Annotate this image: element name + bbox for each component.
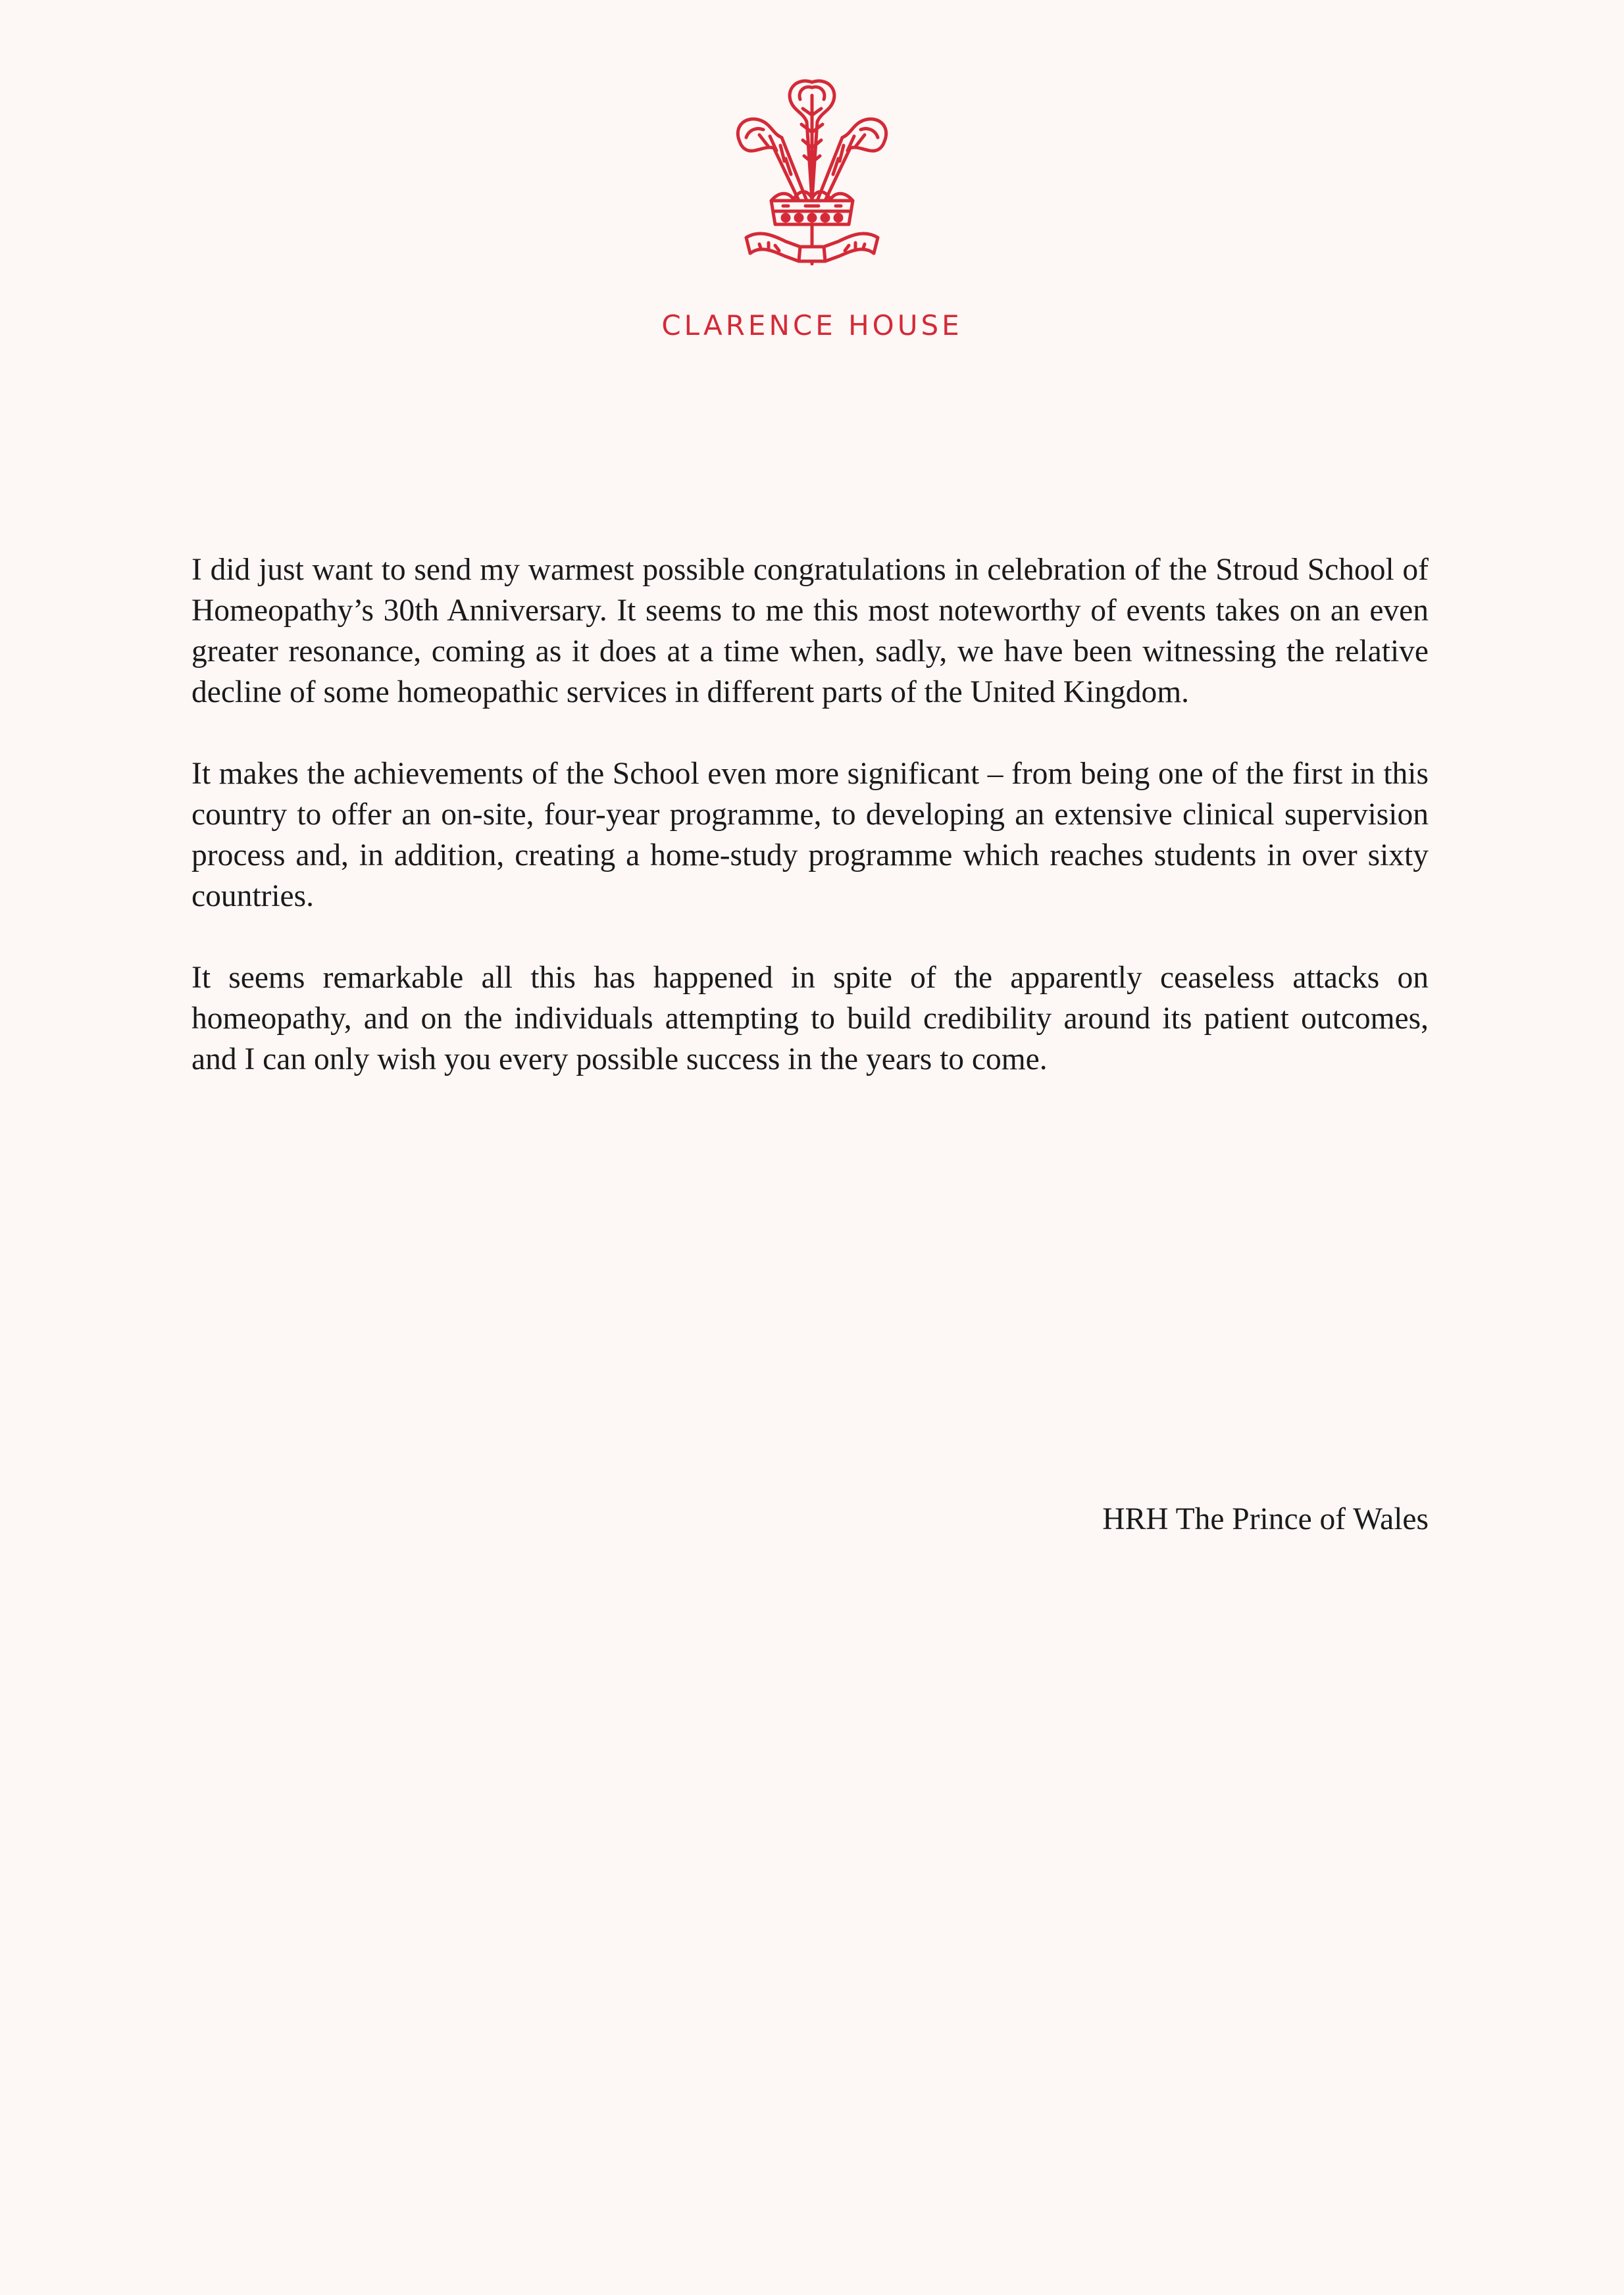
letter-paragraph-2: It makes the achievements of the School even more significant – from being one of the first in this country to offer an on-site, four-year programme, to developing an extensive clinical supervision process and, in addition, creating a home-study programme which reaches students in over sixty countries. [191,757,1429,913]
letter-body [191,549,1429,1121]
letter-signature: HRH The Prince of Wales [1102,1502,1429,1536]
letter-paragraph-3: It seems remarkable all this has happened in spite of the apparently ceaseless attacks on homeopathy, and on the individuals attempting to build credibility around its patient outcomes, and I can only wish you every possible success in the years to come. [191,961,1429,1076]
letter-paragraph-1: I did just want to send my warmest possible congratulations in celebration of the Stroud School of Homeopathy’s 30th Anniversary. It seems to me this most noteworthy of events takes on an even greater resonance, coming as it does at a time when, sadly, we have been witnessing the relative decline of some homeopathic services in different parts of the United Kingdom. [191,553,1429,709]
letterhead-title: CLARENCE HOUSE [661,309,963,341]
prince-of-wales-feathers-icon [720,69,904,273]
